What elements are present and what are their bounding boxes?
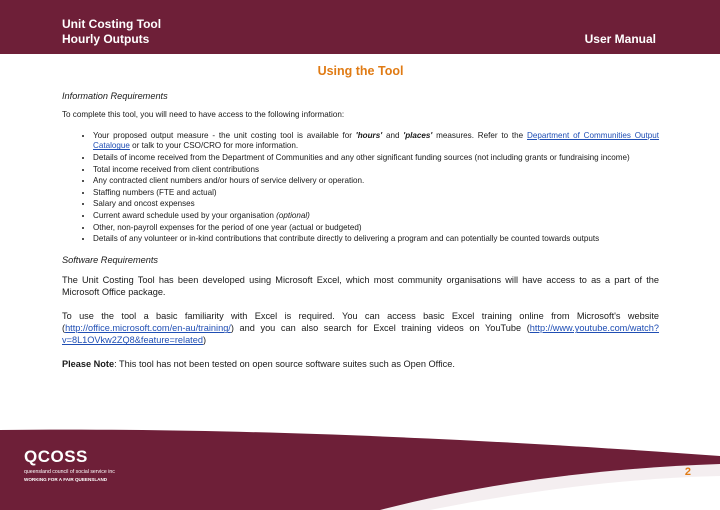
- header-manual-label: User Manual: [584, 32, 656, 46]
- hours-emphasis: 'hours': [355, 130, 383, 140]
- list-item-text: measures. Refer to the: [432, 130, 527, 140]
- optional-tag: (optional): [276, 210, 310, 220]
- places-emphasis: 'places': [403, 130, 433, 140]
- list-item-text: or talk to your CSO/CRO for more information.: [129, 141, 299, 151]
- please-note-paragraph: [62, 358, 659, 370]
- list-item: • Any contracted client numbers and/or hours of service delivery or operation.: [93, 176, 659, 187]
- microsoft-training-link[interactable]: http://office.microsoft.com/en-au/training/: [65, 323, 231, 334]
- excel-text: ) and you can also search for Excel training videos on YouTube (: [230, 323, 530, 334]
- logo-subtitle: queensland council of social service inc: [24, 469, 115, 475]
- list-item: • Total income received from client contributions: [93, 165, 659, 176]
- list-item-text: Your proposed output measure - the unit costing tool is available for: [93, 130, 356, 140]
- page-header: [0, 0, 720, 54]
- qcoss-logo: [24, 447, 115, 482]
- info-requirements-heading: Information Requirements: [62, 90, 168, 101]
- logo-tagline: WORKING FOR A FAIR QUEENSLAND: [24, 477, 108, 482]
- software-paragraph: The Unit Costing Tool has been developed using Microsoft Excel, which most community organisations will have access to as a part of the Microsoft Office package.: [62, 275, 659, 298]
- list-item: [93, 131, 659, 152]
- header-title-line2: Hourly Outputs: [62, 32, 150, 46]
- list-item: • Staffing numbers (FTE and actual): [93, 188, 659, 199]
- logo-wordmark: QCOSS: [24, 447, 88, 466]
- requirements-list: [62, 131, 659, 245]
- list-item: [93, 211, 659, 222]
- youtube-link[interactable]: http://www.youtube.com/watch?v=8L1OVkw2ZQ8&feature=related: [62, 323, 659, 346]
- list-item: • Details of income received from the Department of Communities and any other significant funding sources (not including grants or fundraising income): [93, 153, 659, 164]
- software-requirements-heading: Software Requirements: [62, 254, 159, 265]
- list-item: • Salary and oncost expenses: [93, 199, 659, 210]
- please-note-text: : This tool has not been tested on open source software suites such as Open Office.: [114, 359, 455, 370]
- page-number: 2: [684, 466, 691, 478]
- output-catalogue-link[interactable]: Department of Communities Output Catalogue: [93, 130, 660, 151]
- info-lead-text: To complete this tool, you will need to have access to the following information:: [62, 110, 345, 120]
- list-item-text: Current award schedule used by your organisation: [93, 210, 277, 220]
- excel-paragraph: [62, 310, 659, 346]
- page-title: Using the Tool: [317, 64, 404, 78]
- excel-text: To use the tool a basic familiarity with Excel is required. You can access basic Excel training online from Microsoft's website (: [62, 311, 659, 334]
- header-title-line1: Unit Costing Tool: [62, 17, 162, 31]
- list-item: • Other, non-payroll expenses for the period of one year (actual or budgeted): [93, 223, 659, 234]
- please-note-label: Please Note: [62, 359, 115, 370]
- list-item: • Details of any volunteer or in-kind contributions that contribute directly to delivering a program and can potentially be counted towards outputs: [93, 234, 659, 245]
- list-item-text: and: [382, 130, 404, 140]
- document-body: [62, 66, 659, 382]
- excel-text: ): [202, 335, 207, 346]
